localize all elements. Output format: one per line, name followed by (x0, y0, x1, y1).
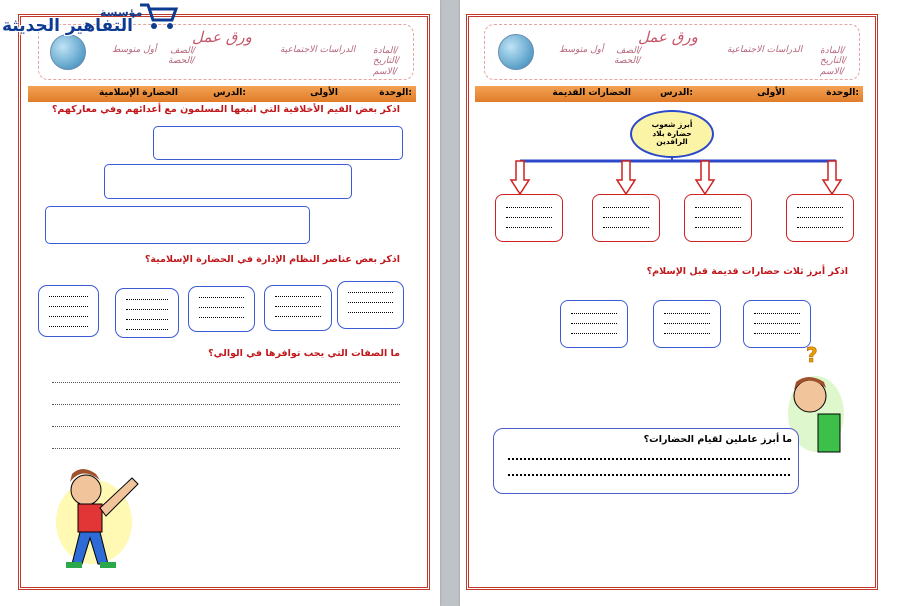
lesson-band (28, 86, 416, 102)
answer-box[interactable] (38, 285, 99, 337)
topic-oval-text: أبرز شعوب حضارة بلاد الرافدين (651, 120, 693, 147)
globe-icon (498, 34, 534, 70)
answer-box[interactable] (104, 164, 352, 199)
lesson-label: الدرس: (213, 88, 246, 98)
answer-line (52, 448, 400, 449)
answer-box[interactable] (743, 300, 811, 348)
subject-value: الدراسات الاجتماعية (727, 45, 803, 55)
cart-icon (138, 2, 178, 30)
worksheet-page-left (0, 0, 440, 606)
people-box[interactable] (684, 194, 752, 242)
answer-box[interactable] (115, 288, 179, 338)
connector-lines (500, 156, 850, 198)
people-box[interactable] (495, 194, 563, 242)
answer-line (52, 382, 400, 383)
people-box[interactable] (592, 194, 660, 242)
unit-label: الوحدة: (826, 88, 859, 98)
subject-label: المادة/ (820, 46, 845, 56)
answer-box[interactable] (653, 300, 721, 348)
grade-label: الصف/ (616, 46, 642, 56)
name-label: الاسم/ (373, 67, 398, 77)
unit-label: الوحدة: (379, 88, 412, 98)
question-3: ما الصفات التي يجب توافرها في الوالي؟ (208, 348, 400, 359)
unit-value: الأولى (310, 88, 338, 98)
pointing-boy-illustration (52, 460, 152, 572)
question-2: اذكر بعض عناصر النظام الإدارة في الحضارة الإسلامية؟ (144, 254, 400, 265)
lesson-value: الحضارات القديمة (552, 88, 631, 98)
answer-line[interactable] (508, 458, 790, 460)
subject-label: المادة/ (373, 46, 398, 56)
answer-line[interactable] (508, 474, 790, 476)
worksheet-title: ورق عمل (638, 28, 698, 46)
period-label: الحصة/ (614, 56, 641, 66)
date-label: التاريخ/ (373, 56, 400, 66)
answer-line (52, 404, 400, 405)
svg-text:?: ? (806, 344, 818, 367)
answer-box[interactable] (153, 126, 403, 160)
question-1: اذكر أبرز ثلاث حضارات قديمة قبل الإسلام؟ (646, 266, 848, 277)
lesson-label: الدرس: (660, 88, 693, 98)
unit-value: الأولى (757, 88, 785, 98)
worksheet-page-right (460, 0, 900, 606)
answer-box[interactable] (188, 286, 255, 332)
worksheet-title: ورق عمل (192, 28, 252, 46)
name-label: الاسم/ (820, 67, 845, 77)
question-2: ما أبرز عاملين لقيام الحضارات؟ (643, 434, 792, 445)
lesson-band (475, 86, 863, 102)
answer-box[interactable] (337, 281, 404, 329)
answer-line (52, 426, 400, 427)
publisher-logo (0, 0, 180, 40)
logo-main-text: التفاهير الحديثة (2, 16, 133, 36)
question-1: اذكر بعض القيم الأخلاقية التي اتبعها المسلمون مع أعدائهم وفي معاركهم؟ (51, 104, 400, 115)
subject-value: الدراسات الاجتماعية (280, 45, 356, 55)
grade-value: أول متوسط (112, 45, 157, 55)
date-label: التاريخ/ (820, 56, 847, 66)
logo-top-text: مؤسسة (100, 6, 143, 19)
period-label: الحصة/ (168, 56, 195, 66)
topic-oval (630, 110, 714, 158)
lesson-value: الحضارة الإسلامية (98, 88, 178, 98)
answer-box[interactable] (264, 285, 332, 331)
answer-box[interactable] (45, 206, 310, 244)
answer-box[interactable] (560, 300, 628, 348)
grade-value: أول متوسط (559, 45, 604, 55)
people-box[interactable] (786, 194, 854, 242)
grade-label: الصف/ (170, 46, 196, 56)
